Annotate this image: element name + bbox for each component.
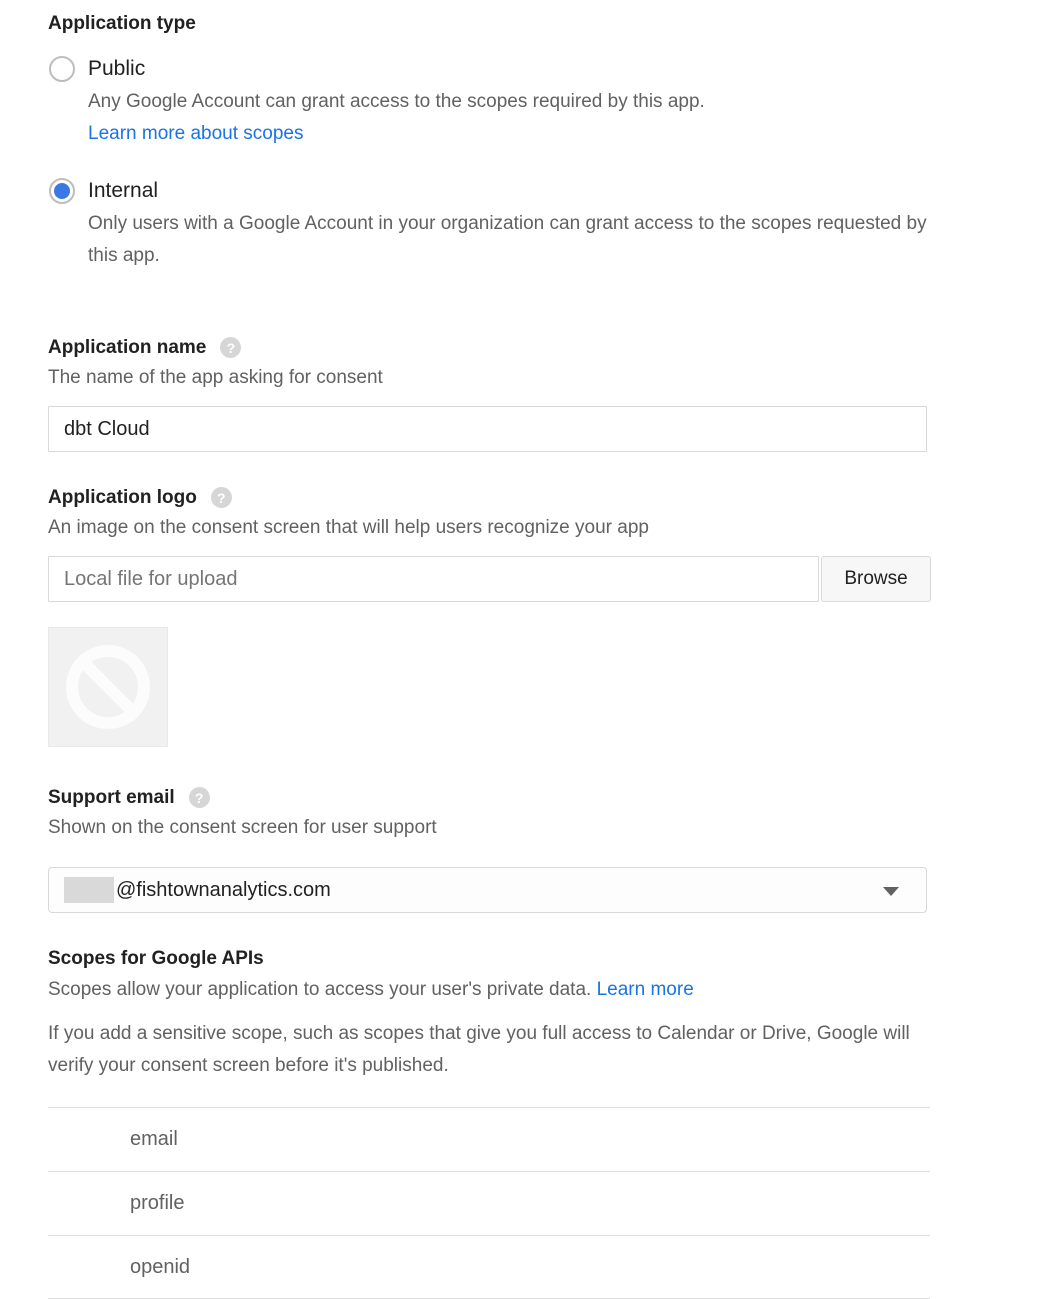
application-logo-heading: [48, 486, 992, 509]
scopes-learn-more-link[interactable]: Learn more: [596, 979, 694, 1000]
chevron-down-icon: [883, 887, 899, 896]
support-email-select[interactable]: [48, 867, 927, 913]
radio-internal-label: Internal: [88, 179, 159, 202]
scopes-label: Scopes for Google APIs: [48, 948, 264, 969]
radio-internal-selected[interactable]: [49, 178, 75, 204]
scope-name: openid: [130, 1255, 191, 1278]
radio-dot: [54, 183, 70, 199]
scopes-description: [48, 974, 992, 1006]
learn-more-about-scopes-link[interactable]: Learn more about scopes: [88, 123, 304, 144]
scopes-heading: [48, 947, 992, 970]
radio-option-internal[interactable]: [48, 178, 992, 204]
scopes-description-text: Scopes allow your application to access your user's private data.: [48, 979, 592, 1000]
logo-upload-row: [48, 556, 931, 602]
prohibition-no-image-icon: [56, 635, 160, 739]
application-logo-label: Application logo: [48, 487, 197, 508]
scope-row-profile[interactable]: [48, 1171, 930, 1235]
application-type-heading: [48, 12, 992, 35]
support-email-value: @fishtownanalytics.com: [116, 878, 331, 901]
scope-row-openid[interactable]: [48, 1235, 930, 1299]
radio-public-label: Public: [88, 57, 146, 80]
support-email-heading: [48, 786, 992, 809]
help-icon[interactable]: ?: [220, 337, 241, 358]
section-application-type: [48, 12, 992, 272]
scopes-sensitive-note: If you add a sensitive scope, such as scopes that give you full access to Calendar or Drive, Google will verify your consent screen before it's published.: [48, 1023, 910, 1076]
logo-file-input[interactable]: [48, 556, 819, 602]
radio-public-unselected[interactable]: [49, 56, 75, 82]
section-application-name: [48, 336, 992, 452]
logo-preview-box: [48, 627, 168, 747]
scope-name: profile: [130, 1192, 185, 1214]
public-description: Any Google Account can grant access to the scopes required by this app.: [88, 91, 705, 112]
radio-option-public[interactable]: [48, 56, 992, 82]
help-icon[interactable]: ?: [189, 787, 210, 808]
section-scopes: [48, 947, 992, 1299]
section-application-logo: [48, 486, 992, 747]
application-name-label: Application name: [48, 337, 207, 358]
internal-option-body: [88, 208, 992, 272]
browse-button[interactable]: Browse: [821, 556, 931, 602]
internal-description: Only users with a Google Account in your organization can grant access to the scopes requested by this app.: [88, 213, 927, 266]
section-support-email: [48, 786, 992, 913]
redacted-email-prefix: [64, 877, 114, 903]
support-email-description: Shown on the consent screen for user support: [48, 817, 437, 838]
scopes-table: [48, 1107, 930, 1299]
scope-row-email[interactable]: [48, 1107, 930, 1171]
scope-name: email: [130, 1128, 178, 1150]
application-name-heading: [48, 336, 992, 359]
support-email-label: Support email: [48, 787, 175, 808]
help-icon[interactable]: ?: [211, 487, 232, 508]
application-logo-description: An image on the consent screen that will help users recognize your app: [48, 517, 649, 538]
application-type-label: Application type: [48, 13, 196, 34]
public-option-body: [88, 86, 992, 150]
application-name-input[interactable]: [48, 406, 927, 452]
application-name-description: The name of the app asking for consent: [48, 367, 383, 388]
